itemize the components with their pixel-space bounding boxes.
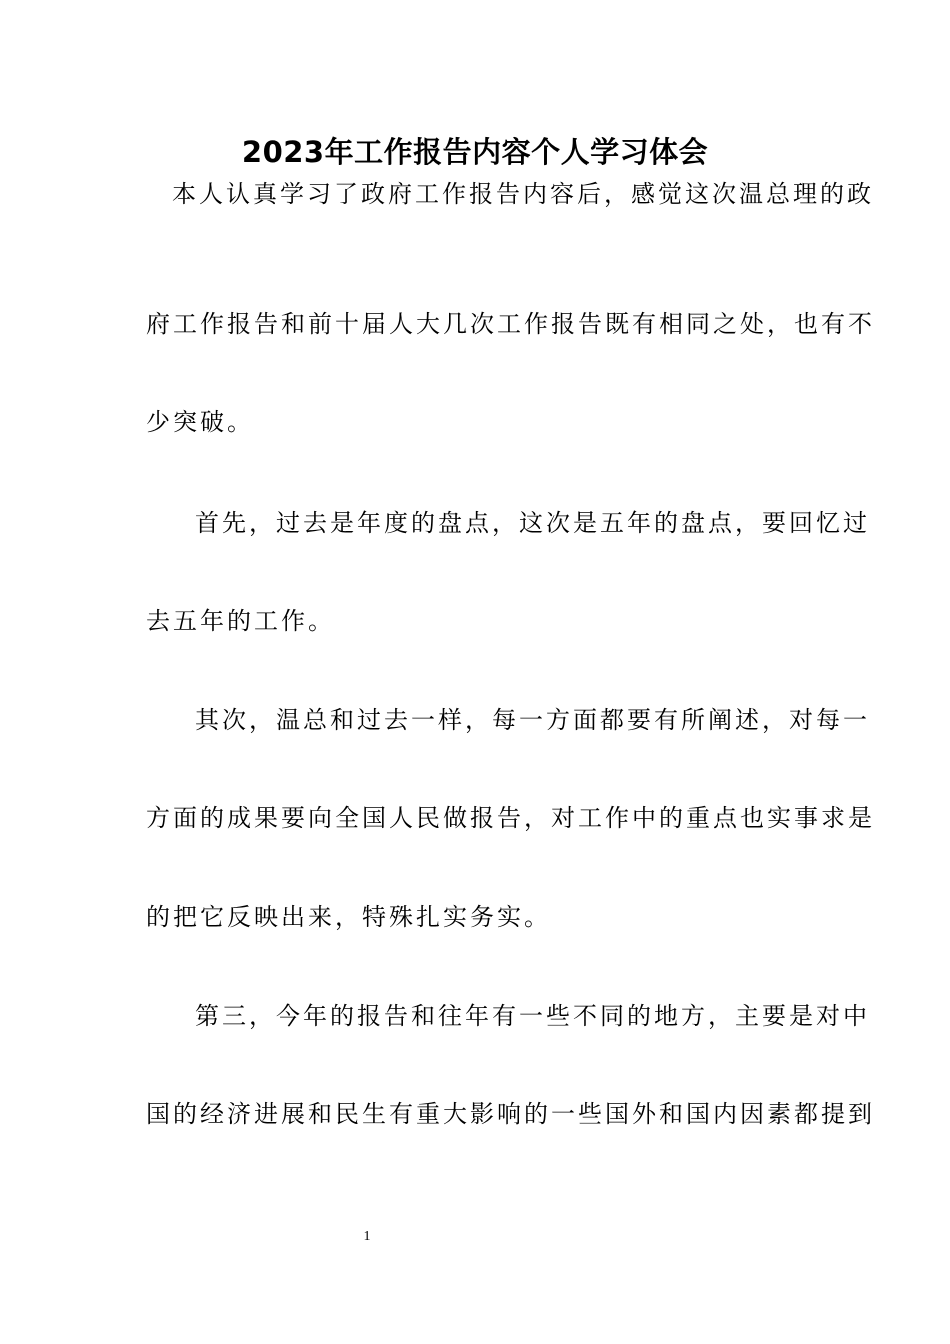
paragraph-line: 去五年的工作。 [146,607,335,635]
paragraph-line: 第三，今年的报告和往年有一些不同的地方，主要是对中 [195,1002,870,1030]
paragraph-line: 其次，温总和过去一样，每一方面都要有所阐述，对每一 [195,706,870,734]
paragraph-line: 少突破。 [146,408,254,436]
paragraph-line: 首先，过去是年度的盘点，这次是五年的盘点，要回忆过 [195,509,870,537]
paragraph-line: 府工作报告和前十届人大几次工作报告既有相同之处，也有不 [146,310,875,338]
paragraph-line: 本人认真学习了政府工作报告内容后，感觉这次温总理的政 [172,180,874,208]
page-number: 1 [363,1229,371,1244]
paragraph-line: 国的经济进展和民生有重大影响的一些国外和国内因素都提到 [146,1100,875,1128]
paragraph-line: 的把它反映出来，特殊扎实务实。 [146,903,551,931]
paragraph-line: 方面的成果要向全国人民做报告，对工作中的重点也实事求是 [146,804,875,832]
document-title: 2023年工作报告内容个人学习体会 [241,135,709,169]
